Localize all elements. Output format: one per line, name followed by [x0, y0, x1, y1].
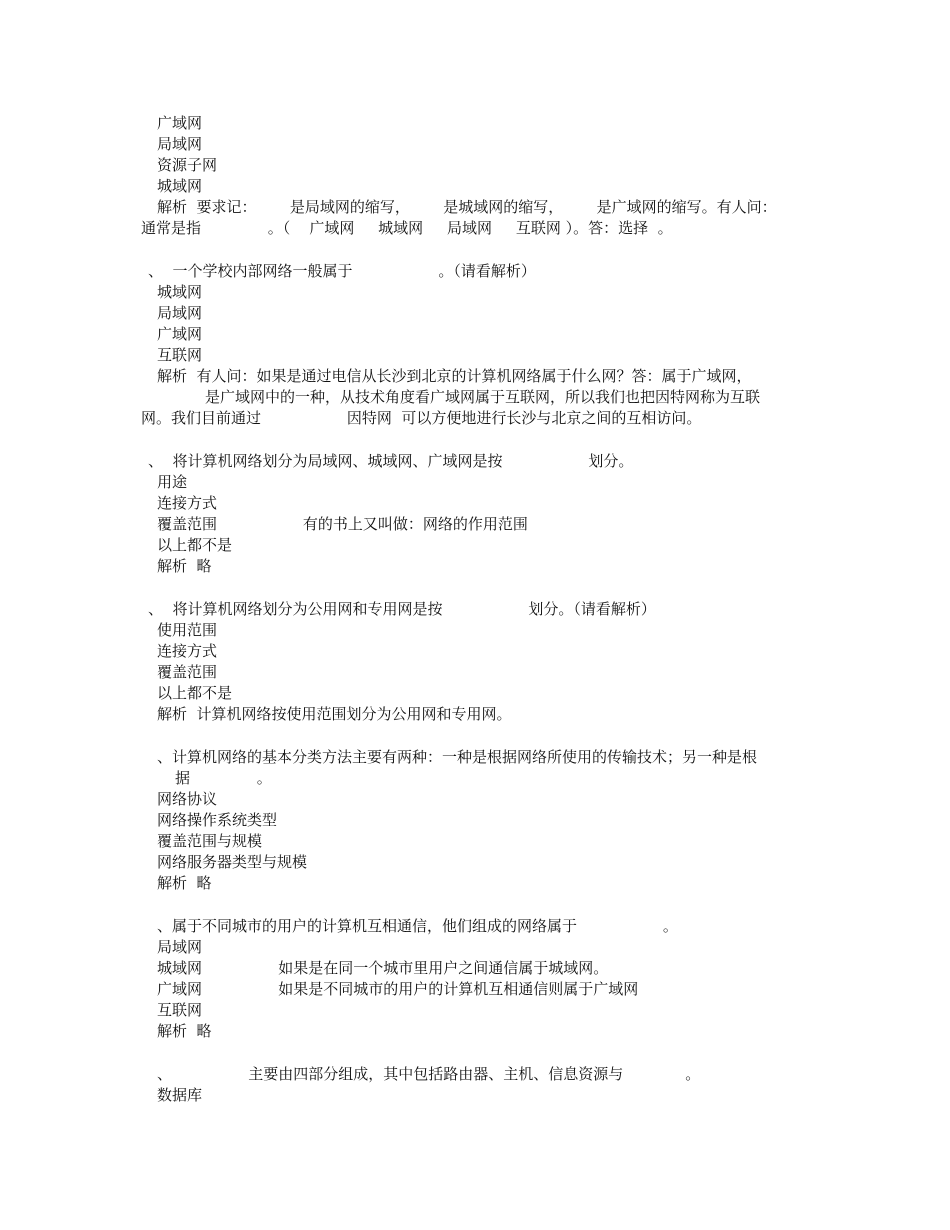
- question-line: 据 。: [175, 769, 272, 787]
- option-line: 网络协议: [157, 790, 218, 808]
- question-line: 、计算机网络的基本分类方法主要有两种：一种是根据网络所使用的传输技术；另一种是根: [157, 748, 758, 766]
- explanation-line: 解析 略: [157, 1022, 212, 1040]
- option-line: 局域网: [157, 304, 203, 322]
- question-line: 、 将计算机网络划分为公用网和专用网是按 划分。（请看解析）: [148, 600, 656, 618]
- option-line: 互联网: [157, 1001, 203, 1019]
- question-line: 、属于不同城市的用户的计算机互相通信，他们组成的网络属于 。: [157, 917, 678, 935]
- question-line: 、 一个学校内部网络一般属于 。（请看解析）: [148, 262, 536, 280]
- option-line: 覆盖范围与规模: [157, 832, 263, 850]
- option-line: 网络服务器类型与规模: [157, 853, 308, 871]
- option-line: 数据库: [157, 1086, 203, 1104]
- explanation-line: 解析 略: [157, 557, 212, 575]
- explanation-line: 网。我们目前通过 因特网 可以方便地进行长沙与北京之间的互相访问。: [141, 409, 702, 427]
- option-line: 城域网: [157, 283, 203, 301]
- option-line: 广域网: [157, 114, 203, 132]
- explanation-line: 解析 要求记： 是局域网的缩写， 是城域网的缩写， 是广域网的缩写。有人问：: [157, 198, 777, 216]
- explanation-line: 解析 有人问：如果是通过电信从长沙到北京的计算机网络属于什么网？答：属于广域网，: [157, 367, 752, 385]
- option-line: 资源子网: [157, 156, 218, 174]
- option-line: 网络操作系统类型: [157, 811, 278, 829]
- option-line: 城域网: [157, 177, 203, 195]
- question-line: 、 主要由四部分组成，其中包括路由器、主机、信息资源与 。: [157, 1065, 701, 1083]
- option-line: 以上都不是: [157, 684, 233, 702]
- explanation-line: 通常是指 。（ 广域网 城域网 局域网 互联网 ）。答：选择 。: [141, 219, 673, 237]
- option-line: 用途: [157, 473, 188, 491]
- explanation-line: 解析 略: [157, 874, 212, 892]
- option-line: 以上都不是: [157, 536, 233, 554]
- option-line: 城域网 如果是在同一个城市里用户之间通信属于城域网。: [157, 959, 609, 977]
- explanation-line: 解析 计算机网络按使用范围划分为公用网和专用网。: [157, 705, 512, 723]
- option-line: 互联网: [157, 346, 203, 364]
- option-line: 广域网: [157, 325, 203, 343]
- explanation-line: 是广域网中的一种，从技术角度看广域网属于互联网，所以我们也把因特网称为互联: [205, 388, 761, 406]
- option-line: 覆盖范围: [157, 663, 218, 681]
- option-line: 连接方式: [157, 494, 218, 512]
- option-line: 使用范围: [157, 621, 218, 639]
- option-line: 连接方式: [157, 642, 218, 660]
- option-line: 广域网 如果是不同城市的用户的计算机互相通信则属于广域网: [157, 980, 639, 998]
- option-line: 局域网: [157, 135, 203, 153]
- option-line: 局域网: [157, 938, 203, 956]
- question-line: 、 将计算机网络划分为局域网、城域网、广域网是按 划分。: [148, 452, 634, 470]
- option-line: 覆盖范围 有的书上又叫做：网络的作用范围: [157, 515, 528, 533]
